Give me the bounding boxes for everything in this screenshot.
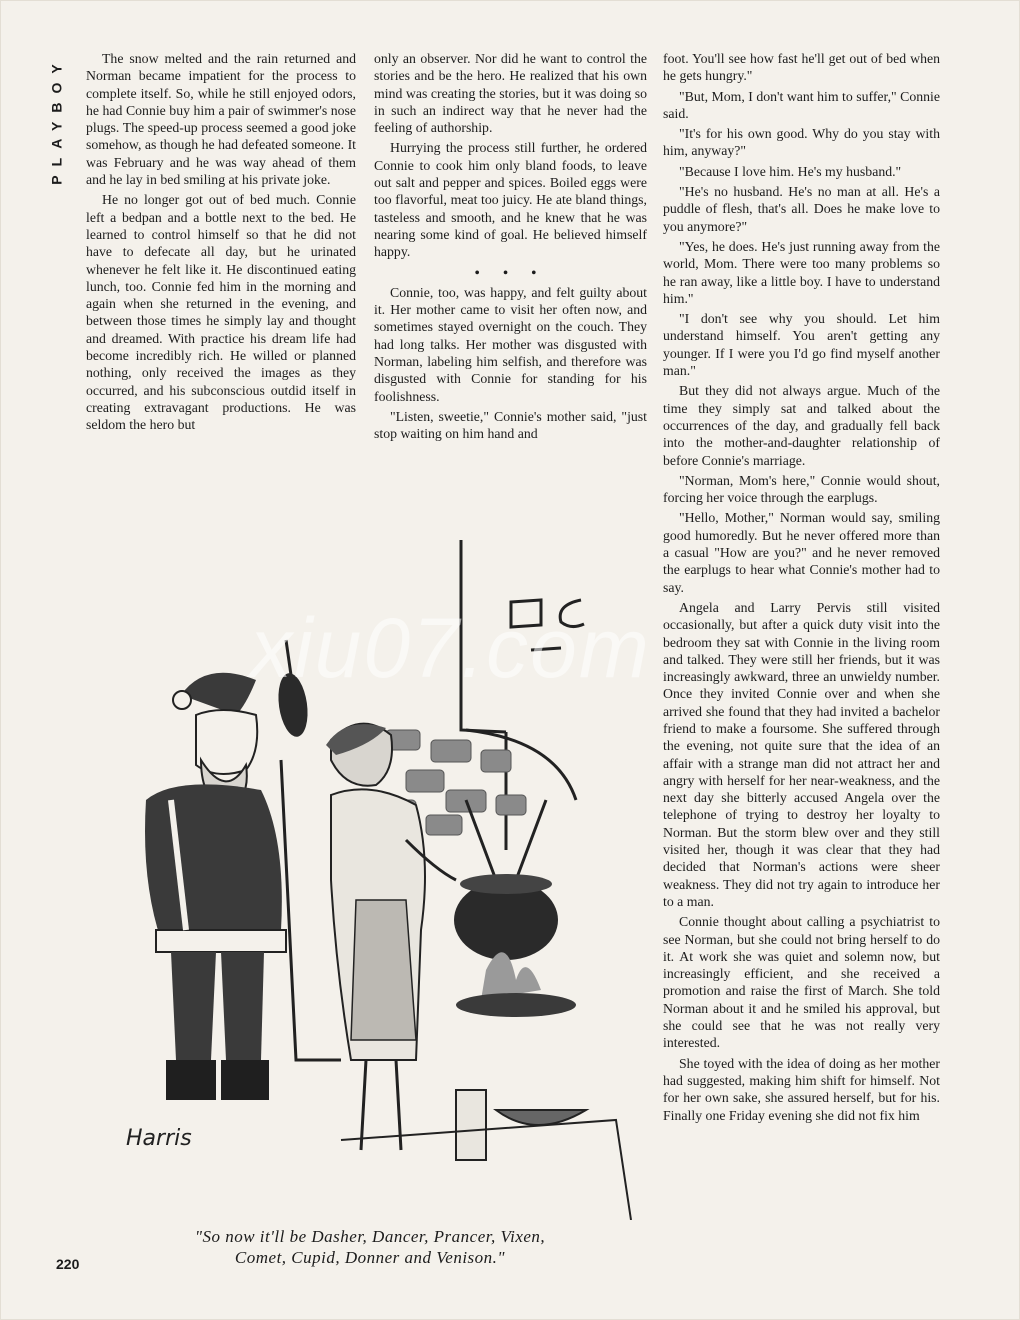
wall-marks: [511, 600, 584, 650]
section-break: • • •: [474, 264, 547, 280]
paragraph: Angela and Larry Pervis still visited occasionally, but after a quick duty visit into the bedroom they sat with Connie in the living room and talked. They were still her friends, but it was increasingly awkward, three an unwieldy number. Once they invited Connie over and when she arrived she found that they had invited a bachelor friend to make a foursome. She suffered through the evening, not quite sure that the idea of an affair with a strange man did not attract her and angry with herself for her near-weakness, and the next day she bitterly accused Angela over the telephone of trying to destroy her loyalty to Norman. But the storm blew over and they still visited her, though it was clear that they had decided that Norman's actions were sheer weakness. They did not try again to introduce her to a man.: [663, 599, 940, 909]
cartoon-drawing: [86, 500, 646, 1220]
text-column-3: [663, 50, 940, 1127]
paragraph: foot. You'll see how fast he'll get out of bed when he gets hungry.": [663, 51, 940, 84]
paragraph: The snow melted and the rain returned and Norman became impatient for the process to complete itself. So, while he still enjoyed odors, he had Connie buy him a pair of swimmer's nose plugs. The speed-up process seemed a good joke somehow, as though he had defeated someone. It was February and he was way ahead of them and he lay in bed smiling at his private joke.: [86, 51, 356, 188]
cauldron: [454, 800, 586, 1160]
paragraph: She toyed with the idea of doing as her mother had suggested, making him shift for himself. Not for her own sake, she assured herself, but for his. Finally one Friday evening she did not fix him: [663, 1055, 940, 1123]
paragraph: "Listen, sweetie," Connie's mother said, "just stop waiting on him hand and: [374, 408, 647, 442]
page-number: 220: [56, 1256, 80, 1272]
caption-line-2: Comet, Cupid, Donner and Venison.": [234, 1248, 506, 1267]
text-column-2: [374, 50, 647, 446]
paragraph: only an observer. Nor did he want to control the stories and be the hero. He realized that his own mind was creating the stories, but it was doing so in such an indirect way that he never had the feeling of authorship.: [374, 51, 647, 136]
paragraph: But they did not always argue. Much of the time they simply sat and talked about the occurrences of the day, and gradually fell back into the mother-and-daughter relationship of before Connie's marriage.: [663, 383, 940, 468]
paragraph: "Because I love him. He's my husband.": [679, 163, 902, 179]
paragraph: "He's no husband. He's no man at all. He's a puddle of flesh, that's all. Does he make love to you anymore?": [663, 184, 940, 234]
artist-signature: Harris: [126, 1126, 192, 1151]
cartoon-illustration: [86, 500, 646, 1220]
paragraph: Connie, too, was happy, and felt guilty about it. Her mother came to visit her often now, and sometimes stayed overnight on the couch. They had long talks. Her mother was disgusted with Norman, labeling him selfish, and therefore was disgusted with Connie for standing for his foolishness.: [374, 284, 647, 404]
running-head: [46, 40, 68, 200]
santa-figure: [145, 673, 286, 1100]
paragraph: "Yes, he does. He's just running away from the world, Mom. There were too many problems so he ran away, like a little boy. I have to understand him.": [663, 238, 940, 306]
paragraph: "Norman, Mom's here," Connie would shout, forcing her voice through the earplugs.: [663, 472, 940, 506]
cartoon-caption: [100, 1226, 640, 1268]
paragraph: "I don't see why you should. Let him understand himself. You aren't getting any younger. If I were you I'd go find myself another man.": [663, 311, 940, 379]
caption-line-1: "So now it'll be Dasher, Dancer, Prancer, Vixen,: [194, 1227, 546, 1246]
paragraph: "But, Mom, I don't want him to suffer," Connie said.: [663, 88, 940, 121]
running-head-text: PLAYBOY: [49, 55, 66, 185]
watermark: xiu07.com: [250, 601, 651, 695]
paragraph: He no longer got out of bed much. Connie left a bedpan and a bottle next to the bed. He learned to control himself so that he did not have to defecate all day, but he urinated whenever he felt like it. He discontinued eating lunch, too. Connie fed him in the morning and again when she returned in the evening, and between those times he simply lay and thought and dreamed. With practice his dream life had become incredibly rich. He willed or planned nothing, only received the images as they occurred, and his subconscious outdid itself in creating extravagant productions. He was seldom the hero but: [86, 192, 356, 433]
hanging-pan: [275, 640, 312, 739]
paragraph: Connie thought about calling a psychiatrist to see Norman, but she could not bring herself to do it. At work she was quiet and solemn now, but increasingly efficient, and she received a promotion and raise the first of March. She told Norman about it and he smiled his approval, but she could see that he was not really very interested.: [663, 914, 940, 1051]
paragraph: Hurrying the process still further, he ordered Connie to cook him only bland foods, to leave out salt and pepper and spices. Boiled eggs were too flavorful, meat too juicy. He ate bland things, tasteless and smooth, and he knew that he was nearing some kind of goal. He believed himself happy.: [374, 140, 647, 260]
paragraph: "It's for his own good. Why do you stay with him, anyway?": [663, 126, 940, 159]
paragraph: "Hello, Mother," Norman would say, smiling good humoredly. But he never offered more than a casual "How are you?" and he never removed the earplugs to hear what Connie's mother had to say.: [663, 510, 940, 595]
text-column-1: [86, 50, 356, 437]
